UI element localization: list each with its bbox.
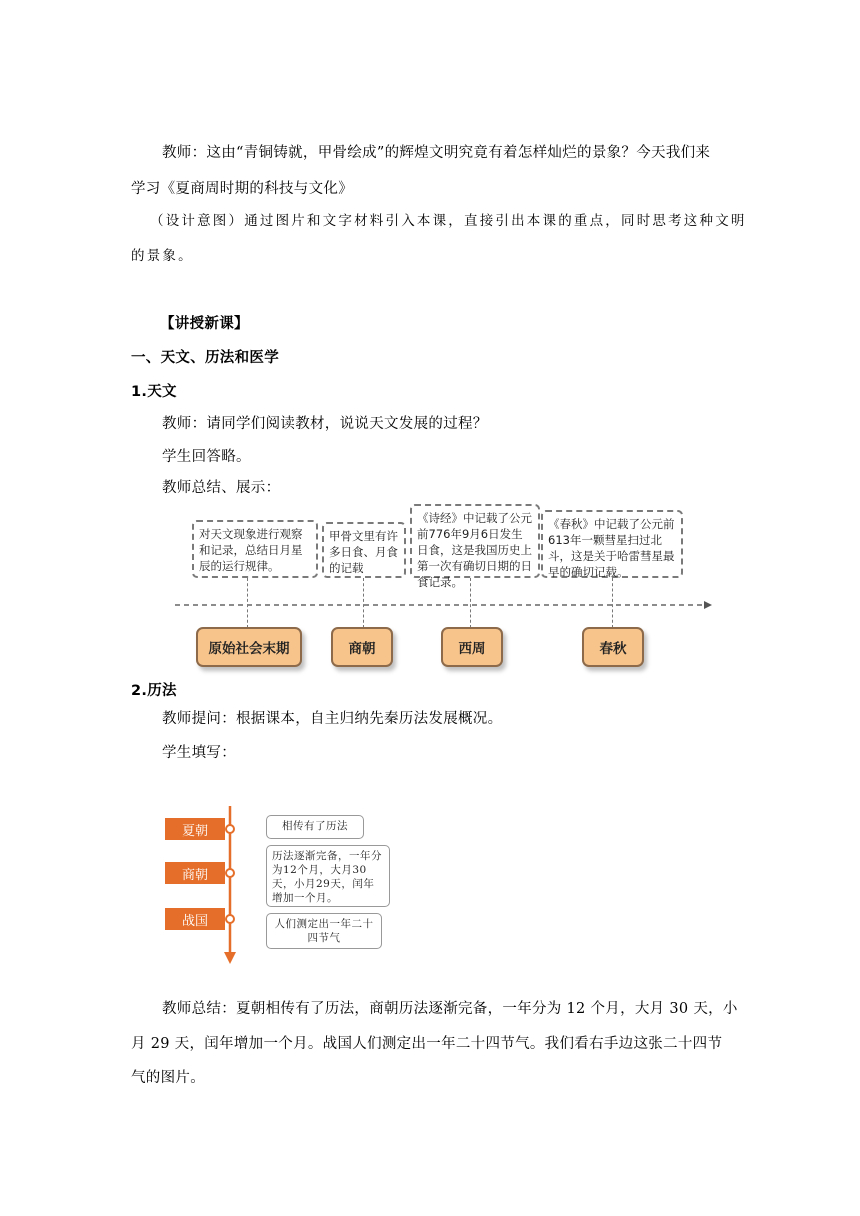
dynasty-shang: 商朝 — [165, 862, 225, 884]
timeline-dot — [225, 868, 235, 878]
subheading-calendar: 2.历法 — [131, 683, 177, 699]
design-intent-line-2: 的景象。 — [131, 248, 194, 264]
student-fill-prompt: 学生填写： — [162, 745, 236, 761]
teacher-question-1: 教师：请同学们阅读教材，说说天文发展的过程？ — [162, 416, 488, 432]
intro-line-1: 教师：这由“青铜铸就，甲骨绘成”的辉煌文明究竟有着怎样灿烂的景象？今天我们来 — [162, 145, 711, 161]
timeline-note-spring-autumn: 《春秋》中记载了公元前613年一颗彗星扫过北斗，这是关于哈雷彗星最早的确切记载。 — [541, 510, 683, 578]
summary-line-3: 气的图片。 — [131, 1070, 205, 1086]
student-answer-1: 学生回答略。 — [162, 449, 251, 465]
subheading-astronomy: 1.天文 — [131, 384, 177, 400]
heading-astronomy-calendar-medicine: 一、天文、历法和医学 — [131, 350, 279, 366]
connector-line — [247, 578, 248, 628]
era-spring-autumn: 春秋 — [582, 627, 644, 667]
timeline-note-western-zhou: 《诗经》中记载了公元前776年9月6日发生日食，这是我国历史上第一次有确切日期的日食记录。 — [410, 504, 540, 578]
section-header: 【讲授新课】 — [160, 316, 249, 332]
intro-line-2: 学习《夏商周时期的科技与文化》 — [131, 181, 353, 197]
teacher-question-2: 教师提问：根据课本，自主归纳先秦历法发展概况。 — [162, 711, 503, 727]
timeline-axis — [170, 598, 715, 612]
dynasty-xia: 夏朝 — [165, 818, 225, 840]
connector-line — [363, 578, 364, 628]
dynasty-warring-states: 战国 — [165, 908, 225, 930]
teacher-show-1: 教师总结、展示： — [162, 480, 281, 496]
calendar-note-warring-states: 人们测定出一年二十四节气 — [266, 913, 382, 949]
timeline-dot — [225, 824, 235, 834]
era-shang: 商朝 — [331, 627, 393, 667]
timeline-note-primitive: 对天文现象进行观察和记录，总结日月星辰的运行规律。 — [192, 520, 318, 578]
connector-line — [470, 578, 471, 628]
timeline-dot — [225, 914, 235, 924]
design-intent-line-1: （设计意图）通过图片和文字材料引入本课，直接引出本课的重点，同时思考这种文明 — [150, 213, 747, 229]
connector-line — [612, 578, 613, 628]
calendar-note-xia: 相传有了历法 — [266, 815, 364, 839]
timeline-note-shang: 甲骨文里有许多日食、月食的记载 — [322, 522, 406, 578]
era-western-zhou: 西周 — [441, 627, 503, 667]
summary-line-1: 教师总结：夏朝相传有了历法，商朝历法逐渐完备，一年分为 12 个月，大月 30 天，小 — [162, 1001, 738, 1017]
calendar-note-shang: 历法逐渐完备，一年分为12个月，大月30天，小月29天，闰年增加一个月。 — [266, 845, 390, 907]
summary-line-2: 月 29 天，闰年增加一个月。战国人们测定出一年二十四节气。我们看右手边这张二十四节 — [131, 1036, 723, 1052]
era-primitive-society: 原始社会末期 — [196, 627, 302, 667]
